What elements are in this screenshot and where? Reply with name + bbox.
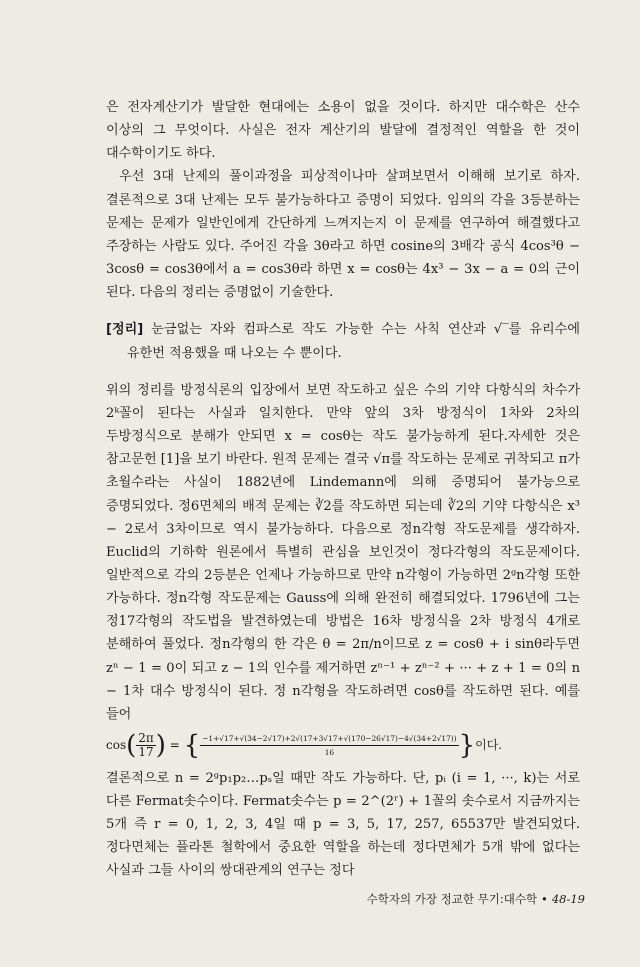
formula-paren-close: ) bbox=[155, 730, 166, 761]
footer-bullet: • bbox=[541, 892, 548, 906]
formula-brace-open: { bbox=[183, 730, 201, 761]
footer-title: 수학자의 가장 정교한 무기:대수학 bbox=[366, 892, 538, 906]
theorem-tag: [정리] bbox=[106, 322, 144, 338]
formula-lhs-denominator: 17 bbox=[138, 745, 154, 760]
body-text bbox=[106, 96, 580, 882]
formula-equals: = bbox=[169, 738, 180, 753]
formula-paren-open: ( bbox=[126, 730, 137, 761]
cos-2pi-17-formula bbox=[106, 728, 580, 763]
formula-rhs-fraction bbox=[200, 732, 458, 759]
paragraph-1: 은 전자계산기가 발달한 현대에는 소용이 없을 것이다. 하지만 대수학은 산수 이상의 그 무엇이다. 사실은 전자 계산기의 발달에 결정적인 역할을 한 것이 대수학이기도 하다. bbox=[106, 100, 580, 162]
formula-rhs-denominator: 16 bbox=[324, 748, 335, 758]
formula-lhs-fraction bbox=[136, 732, 156, 759]
theorem-text: 눈금없는 자와 컴파스로 작도 가능한 수는 사칙 연산과 √‾를 유리수에 유한번 적용했을 때 나오는 수 뿐이다. bbox=[126, 322, 580, 361]
formula-rhs-numerator: −1+√17+√(34−2√17)+2√(17+3√17+√(170−26√17)−4√(34+2√17)) bbox=[200, 732, 458, 746]
paragraph-4: 결론적으로 n = 2ᵍp₁p₂…pₛ일 때만 작도 가능하다. 단, pᵢ (i = 1, ···, k)는 서로 다른 Fermat솟수이다. Fermat솟수는 p = 2^(2ʳ) + 1꼴의 솟수로서 지금까지는 5개 즉 r = 0, 1, 2, 3, 4일 때 p = 3, 5, 17, 257, 65537만 발견되었다. 정다면체는 플라톤 철학에서 중요한 역할을 하는데 정다면체가 5개 밖에 없다는 사실과 그들 사이의 쌍대관계의 연구는 정다 bbox=[106, 770, 580, 879]
page-number: 48-19 bbox=[551, 892, 585, 906]
formula-lhs-numerator: 2π bbox=[138, 731, 154, 746]
theorem-block bbox=[106, 318, 580, 364]
formula-brace-close: } bbox=[458, 730, 476, 761]
paragraph-2: 우선 3대 난제의 풀이과정을 피상적이나마 살펴보면서 이해해 보기로 하자. 결론적으로 3대 난제는 모두 불가능하다고 증명이 되었다. 임의의 각을 3등분하는 문제는 문제가 일반인에게 간단하게 느껴지는지 이 문제를 연구하여 해결했다고 주장하는 사람도 있다. 주어진 각을 3θ라고 하면 cosine의 3배각 공식 4cos³θ − 3cosθ = cos3θ에서 a = cos3θ라 하면 x = cosθ는 4x³ − 3x − a = 0의 근이 된다. 다음의 정리는 증명없이 기술한다. bbox=[106, 169, 580, 301]
formula-tail: 이다. bbox=[475, 738, 503, 753]
formula-cos: cos bbox=[106, 738, 127, 753]
paragraph-3: 위의 정리를 방정식론의 입장에서 보면 작도하고 싶은 수의 기약 다항식의 차수가 2ᵏ꼴이 된다는 사실과 일치한다. 만약 앞의 3차 방정식이 1차와 2차의 두방정식으로 분해가 안되면 x = cosθ는 작도 불가능하게 된다.자세한 것은 참고문헌 [1]을 보기 바란다. 원적 문제는 결국 √π를 작도하는 문제로 귀착되고 π가 초월수라는 사실이 1882년에 Lindemann에 의해 증명되어 불가능으로 증명되었다. 정6면체의 배적 문제는 ∛2를 작도하면 되는데 ∛2의 기약 다항식은 x³ − 2로서 3차이므로 역시 불가능하다. 다음으로 정n각형 작도문제를 생각하자. Euclid의 기하학 원론에서 특별히 관심을 보인것이 정다각형의 작도문제이다. 일반적으로 각의 2등분은 언제나 가능하므로 만약 n각형이 가능하면 2ᵍn각형 또한 가능하다. 정n각형 작도문제는 Gauss에 의해 완전히 해결되었다. 1796년에 그는 정17각형의 작도법을 발견하였는데 방법은 16차 방정식을 2차 방정식 4개로 분해하여 풀었다. 정n각형의 한 각은 θ = 2π/n이므로 z = cosθ + i sinθ라두면 zⁿ − 1 = 0이 되고 z − 1의 인수를 제거하면 zⁿ⁻¹ + zⁿ⁻² + ··· + z + 1 = 0의 n − 1차 대수 방정식이 된다. 정 n각형을 작도하려면 cosθ를 작도하면 된다. 예를 들어 bbox=[106, 382, 580, 722]
running-footer bbox=[300, 891, 585, 907]
